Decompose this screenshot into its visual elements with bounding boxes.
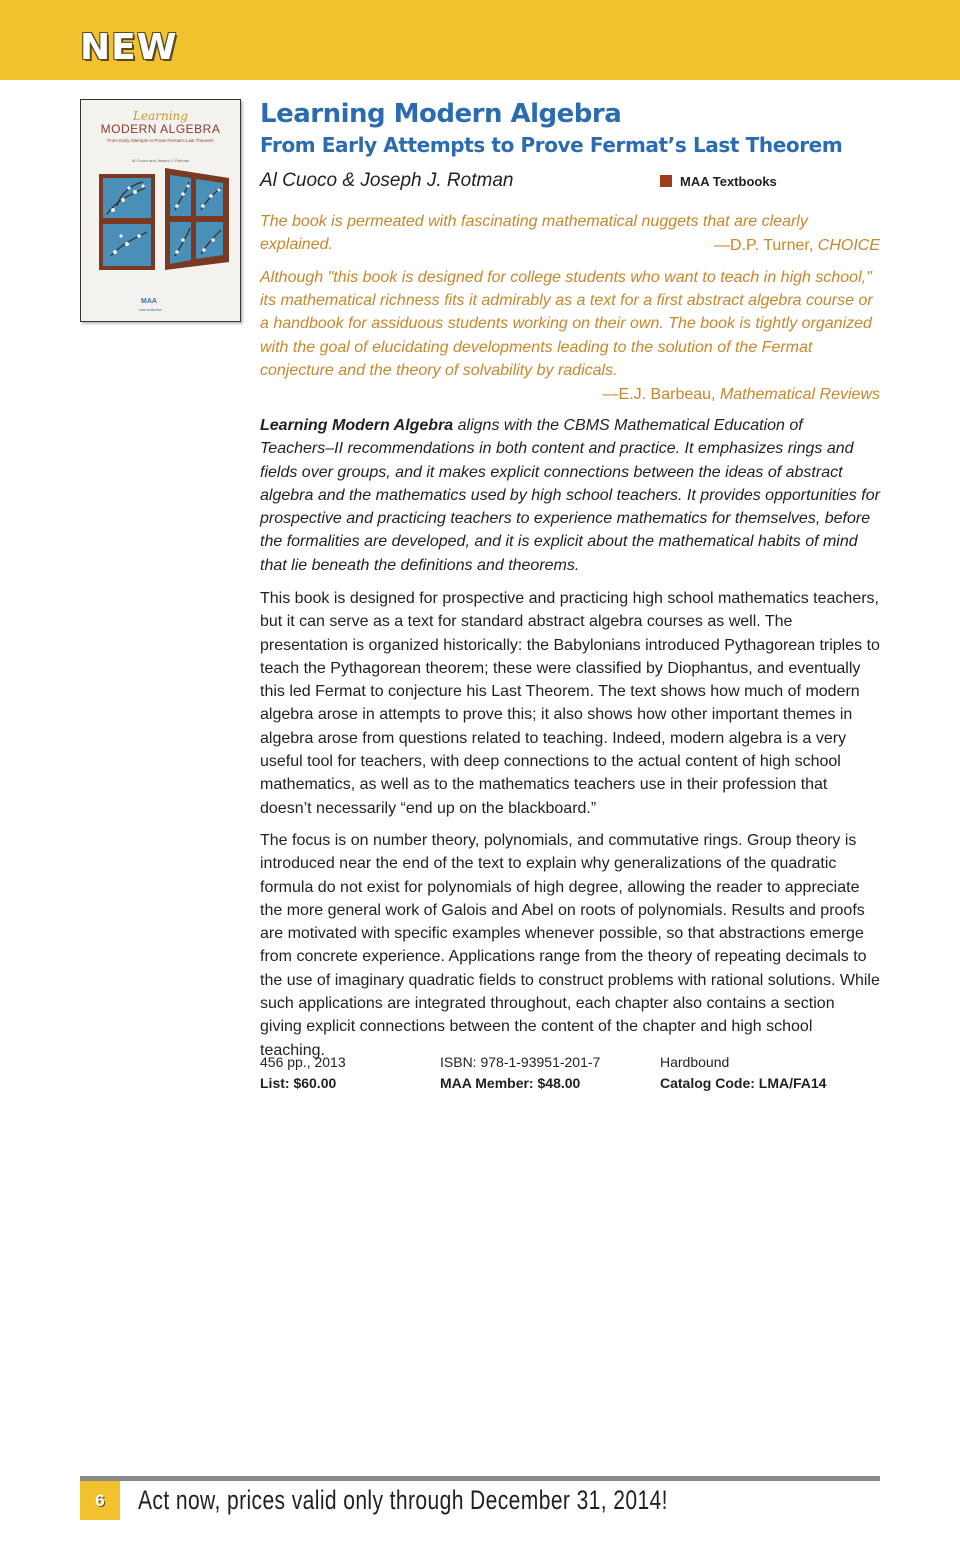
review-source-1: CHOICE bbox=[817, 237, 880, 254]
review-quote-1: The book is permeated with fascinating mathematical nuggets that are clearly explained. bbox=[260, 213, 808, 254]
member-price-line bbox=[440, 1073, 600, 1094]
review-quote-2: Although "this book is designed for college students who want to teach in high school," its mathematical richness fits it admirably as a text for a first abstract algebra course or a handbook for assiduous students working on their own. The book is tightly organized with the goal of elucidating developments leading to the solution of the Fermat conjecture and the theory of solvability by radicals. bbox=[260, 269, 873, 379]
cover-logo-subtext: maa textbooks bbox=[139, 308, 162, 312]
cover-script-title: Learning bbox=[133, 109, 188, 123]
book-subtitle: From Early Attempts to Prove Fermat’s Last Theorem bbox=[260, 133, 843, 157]
cover-subtitle: From Early Attempts to Prove Fermat's Last Theorem bbox=[107, 138, 214, 143]
review-attribution-2 bbox=[260, 383, 880, 406]
pages-year: 456 pp., 2013 bbox=[260, 1054, 346, 1070]
cover-window-illustration bbox=[93, 166, 235, 272]
series-label bbox=[660, 174, 777, 190]
book-cover bbox=[80, 99, 241, 322]
catalog-code: LMA/FA14 bbox=[758, 1075, 827, 1091]
catalog-code-line bbox=[660, 1073, 826, 1094]
series-name: MAA Textbooks bbox=[680, 174, 777, 189]
list-price: $60.00 bbox=[293, 1075, 337, 1091]
description-paragraph-1 bbox=[260, 414, 880, 577]
member-price: $48.00 bbox=[537, 1075, 581, 1091]
description-lead-title: Learning Modern Algebra bbox=[260, 417, 454, 434]
cover-publisher-logo: MAA bbox=[141, 298, 157, 305]
list-price-label: List: bbox=[260, 1075, 290, 1091]
footer-promo-text: Act now, prices valid only through December 31, 2014! bbox=[138, 1485, 668, 1515]
specs-binding-catalog bbox=[660, 1052, 826, 1094]
binding: Hardbound bbox=[660, 1054, 730, 1070]
banner-label: NEW bbox=[80, 27, 178, 68]
page-number: 6 bbox=[80, 1481, 120, 1520]
description-paragraph-2: This book is designed for prospective and practicing high school mathematics teachers, but it can serve as a text for standard abstract algebra courses as well. The presentation is organized historically: the Babylonians introduced Pythagorean triples to teach the Pythagorean theorem; these were classified by Diophantus, and eventually this led Fermat to conjecture his Last Theorem. The text shows how much of modern algebra arose in attempts to prove this; it also shows how other important themes in algebra arose from questions related to teaching. Indeed, modern algebra is a very useful tool for teachers, with deep connections to the actual content of high school mathematics, as well as to the mathematics teachers use in their profession that doesn’t necessarily “end up on the blackboard.” bbox=[260, 590, 880, 817]
cover-main-title: MODERN ALGEBRA bbox=[100, 122, 221, 136]
new-banner bbox=[0, 0, 960, 80]
description-lead-text: aligns with the CBMS Mathematical Education of Teachers–II recommendations in both content and practice. It emphasizes rings and fields over groups, and it makes explicit connections between the ideas of abstract algebra and the mathematics used by high school teachers. It provides opportunities for prospective and practicing teachers to experience mathematics for themselves, before the formalities are developed, and it is explicit about the mathematical habits of mind that lie beneath the definitions and theorems. bbox=[260, 417, 880, 574]
isbn: ISBN: 978-1-93951-201-7 bbox=[440, 1054, 601, 1070]
catalog-code-label: Catalog Code: bbox=[660, 1075, 755, 1091]
footer-rule bbox=[80, 1476, 880, 1481]
specs-isbn-member bbox=[440, 1052, 600, 1094]
member-price-label: MAA Member: bbox=[440, 1075, 534, 1091]
reviewer-2: —E.J. Barbeau, bbox=[602, 386, 720, 403]
series-square-icon bbox=[660, 175, 672, 187]
description-paragraph-3: The focus is on number theory, polynomials, and commutative rings. Group theory is introduced near the end of the text to explain why generalizations of the quadratic formula do not exist for polynomials of high degree, allowing the reader to appreciate the more general work of Galois and Abel on roots of polynomials. Results and proofs are motivated with specific examples whenever possible, so that abstractions emerge from concrete experience. Applications range from the theory of repeating decimals to the use of imaginary quadratic fields to construct problems with rational solutions. While such applications are integrated throughout, each chapter also contains a section giving explicit connections between the content of the chapter and high school teaching. bbox=[260, 832, 880, 1059]
reviewer-1: —D.P. Turner, bbox=[714, 237, 818, 254]
specs-pages-price bbox=[260, 1052, 346, 1094]
book-authors: Al Cuoco & Joseph J. Rotman bbox=[260, 170, 514, 191]
book-title: Learning Modern Algebra bbox=[260, 99, 622, 129]
cover-authors: Al Cuoco and Joseph J. Rotman bbox=[131, 158, 190, 163]
list-price-line bbox=[260, 1073, 346, 1094]
review-source-2: Mathematical Reviews bbox=[719, 386, 880, 403]
review-attribution-1 bbox=[260, 234, 880, 257]
